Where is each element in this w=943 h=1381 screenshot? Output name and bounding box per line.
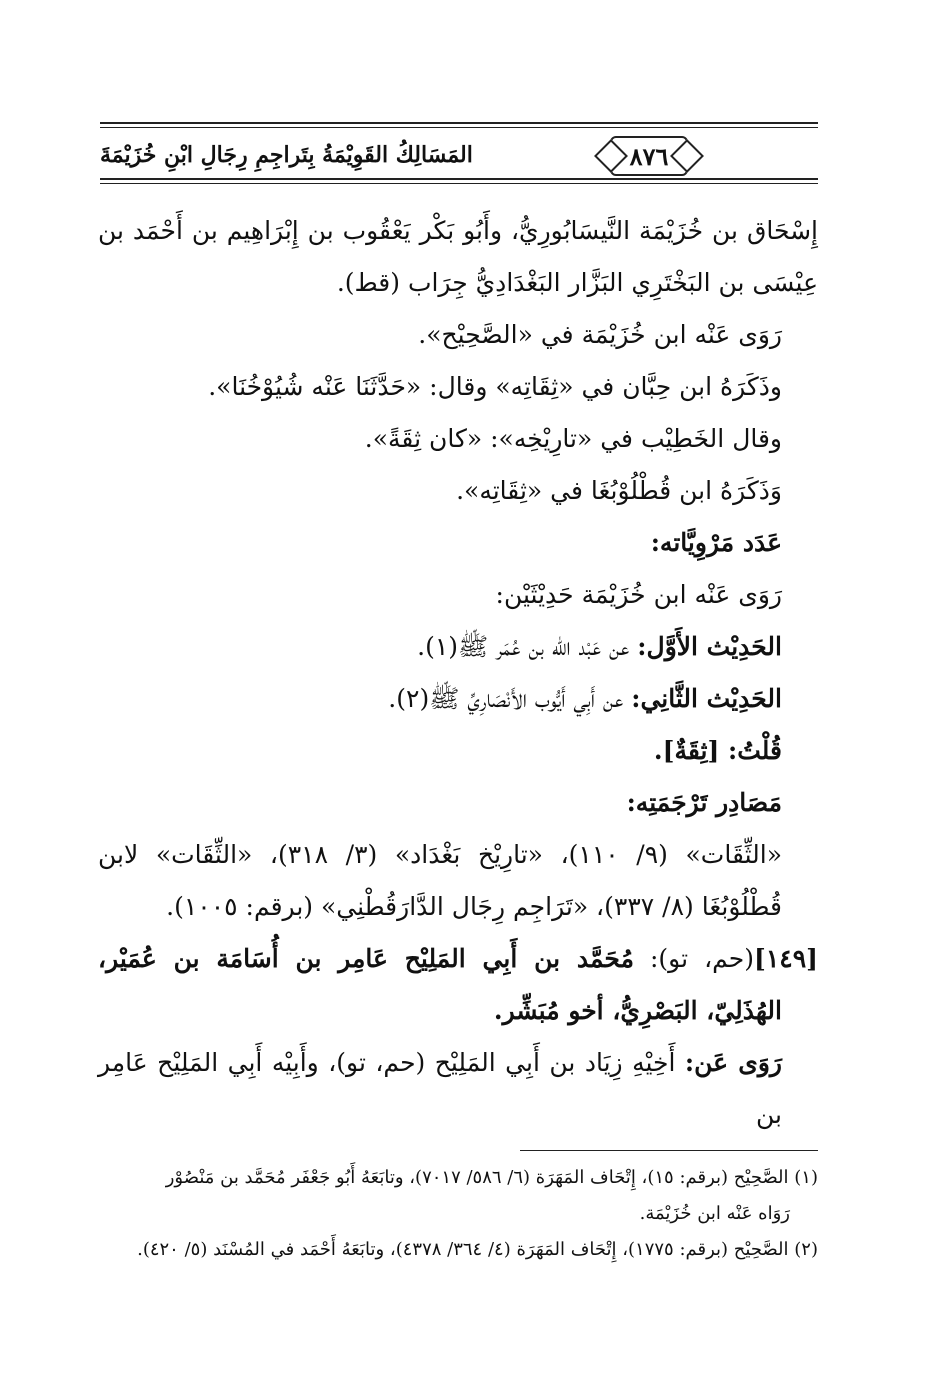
footnote-separator (520, 1150, 818, 1151)
header-rule-top (100, 122, 818, 124)
verdict-label: قُلْتُ: (727, 736, 782, 765)
paragraph-narration: رَوَى عَنْه ابن خُزَيْمَة في «الصَّحِيْح». (418, 320, 782, 349)
paragraph-continuation: إِسْحَاق بن خُزَيْمَة النَّيسَابُورِيُّ، وأَبُو بَكْر يَعْقُوب بن إِبْرَاهِيم بن أَحْمَد بن عِيْسَى بن البَخْتَرِي البَزَّار البَغْدَادِيُّ جِرَاب (قط). (98, 216, 818, 297)
hadith-first-label: الحَدِيْث الأَوَّل: (637, 632, 782, 661)
paragraph-khatib: وقال الخَطِيْب في «تارِيْخِه»: «كان ثِقَةً». (364, 424, 782, 453)
paragraph-sources: «الثِّقَات» (٩/ ١١٠)، «تارِيْخ بَغْدَاد» (٣/ ٣١٨)، «الثِّقَات» لابن قُطْلُوْبُغَا (٨/ ٣٣٧)، «تَرَاجِم رِجَال الدَّارَقُطْنِي» (برقم: ١٠٠٥). (98, 840, 782, 921)
hadith-first-text: عن عَبْد الله بن عُمَر ﷺ(١). (417, 632, 638, 661)
hadith-second (98, 673, 818, 725)
main-text (98, 205, 818, 1141)
verdict (98, 725, 818, 777)
paragraph-qutlubugha: وَذَكَرَهُ ابن قُطْلُوْبُغَا في «ثِقَاتِه». (456, 476, 782, 505)
paragraph-ibn-hibban: وذَكَرَهُ ابن حِبَّان في «ثِقَاتِه» وقال: «حَدَّثَنَا عَنْه شُيُوْخُنَا». (208, 372, 782, 401)
hadith-second-label: الحَدِيْث الثَّانِي: (631, 684, 782, 713)
entry-name: مُحَمَّد بن أَبِي المَلِيْح عَامِر بن أُسَامَة بن عُمَيْر، الهُذَلِيّ، البَصْرِيُّ، أخو مُبَشِّر. (98, 944, 782, 1025)
entry-149 (98, 933, 818, 1037)
running-title: المَسَالِكُ القَوِيْمَةُ بِتَراجِمِ رِجَالِ ابْنِ خُزَيْمَةَ (100, 142, 473, 168)
header-rule-top-thin (100, 127, 818, 128)
footnote-1-line-2: رَوَاه عَنْه ابن خُزَيْمَة. (639, 1203, 790, 1224)
footnote-1-line-1: (١) الصَّحِيْح (برقم: ١٥)، إِتْحَاف المَهَرَة (٦/ ٥٨٦/ ٧٠١٧)، وتابَعَهُ أَبُو جَعْفَر مُحَمَّد بن مَنْصُوْر (165, 1167, 818, 1188)
footnote-2: (٢) الصَّحِيْح (برقم: ١٧٧٥)، إِتْحَاف المَهَرَة (٤/ ٣٦٤/ ٤٣٧٨)، وتابَعَهُ أَحْمَد في المُسْنَد (٥/ ٤٢٠). (137, 1239, 818, 1260)
hadith-second-text: عن أَبِي أَيُّوب الأَنْصَارِيِّ ﷺ(٢). (388, 684, 632, 713)
paragraph-two-hadiths: رَوَى عَنْه ابن خُزَيْمَة حَدِيْثَيْن: (495, 580, 782, 609)
heading-biography-sources: مَصَادِر تَرْجَمَتِه: (626, 788, 782, 817)
page-number-ornament (610, 136, 688, 176)
narrated-from-text: أَخِيْهِ زِيَاد بن أَبِي المَلِيْح (حم، تو)، وأَبِيْه أَبِي المَلِيْح عَامِر بن (98, 1048, 782, 1129)
entry-code: (حم، تو): (633, 944, 755, 973)
header-rule-bottom-thin (100, 183, 818, 184)
header-rule-bottom (100, 178, 818, 180)
verdict-text: [ثِقَةٌ]. (653, 736, 728, 765)
footnotes (98, 1160, 818, 1268)
entry-number: [١٤٩] (754, 944, 818, 973)
narrated-from-label: رَوَى عَن: (684, 1048, 782, 1077)
page-header (100, 118, 818, 190)
heading-narrations-count: عَدَد مَرْوِيَّاته: (650, 528, 782, 557)
page-number: ٨٧٦ (629, 141, 669, 171)
paragraph-narrated-from (98, 1037, 818, 1141)
hadith-first (98, 621, 818, 673)
